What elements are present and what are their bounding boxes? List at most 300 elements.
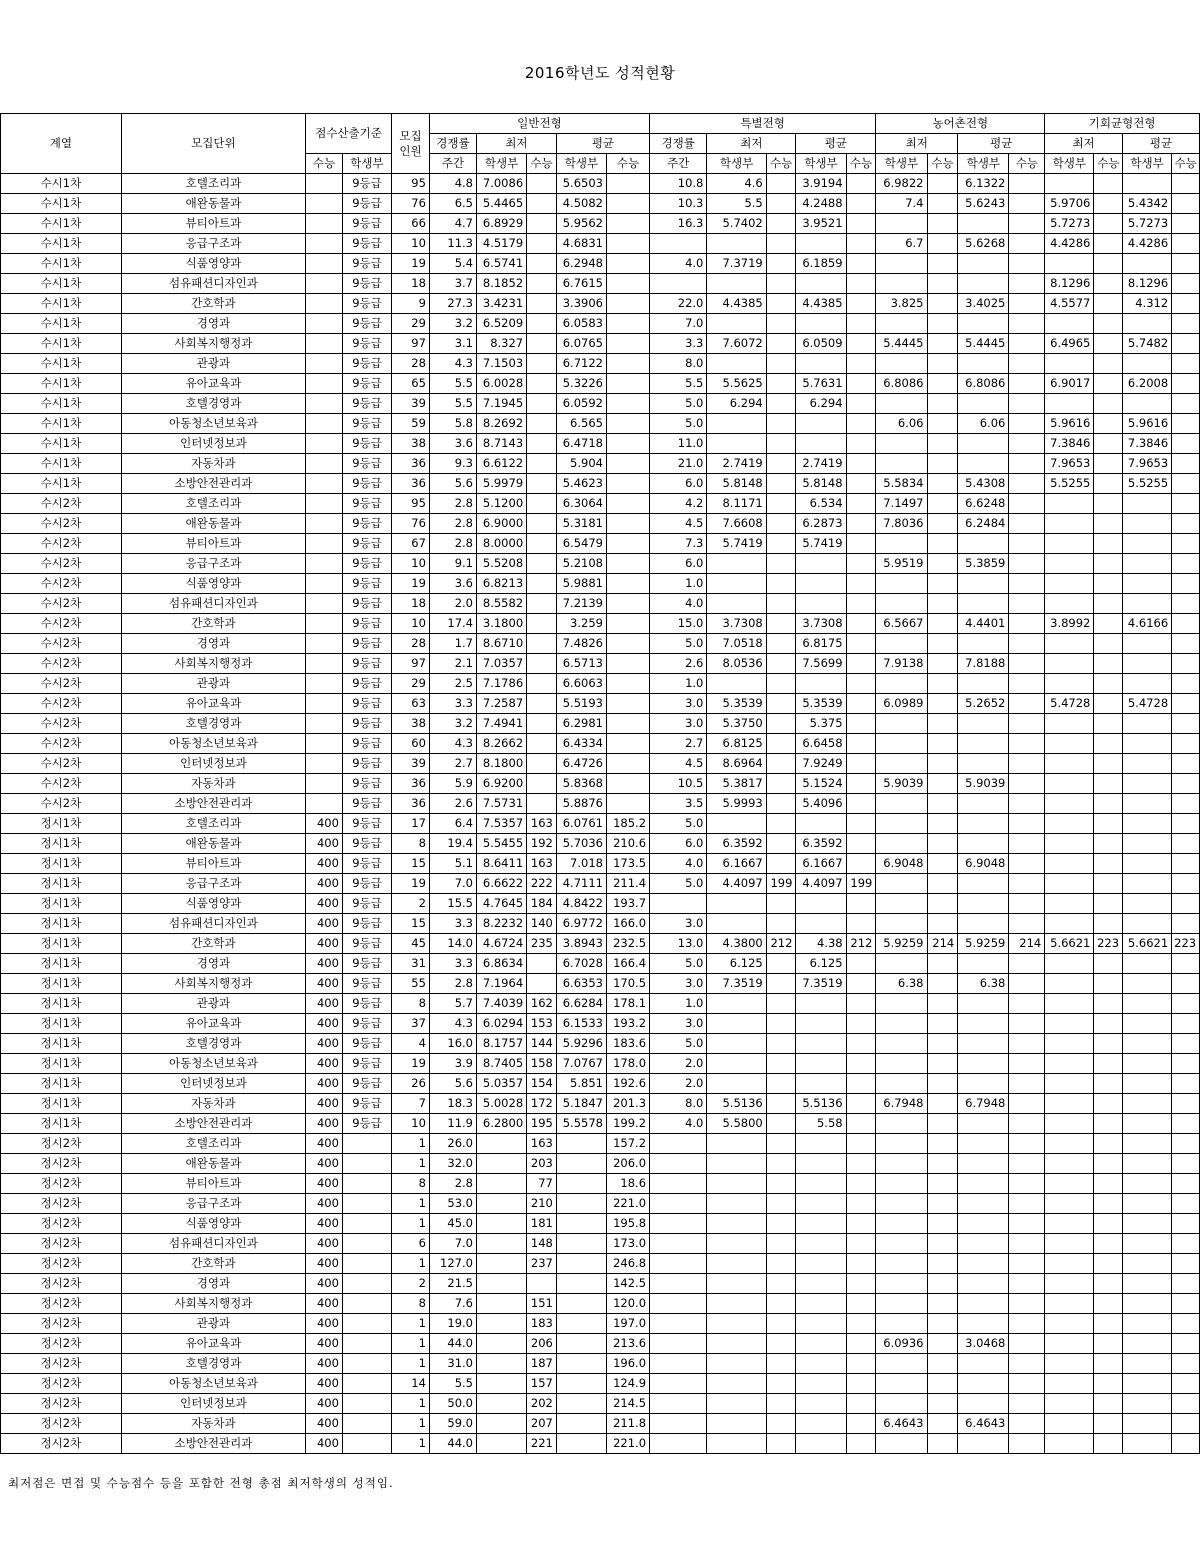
table-cell: 400	[306, 1274, 343, 1294]
table-cell: 55	[392, 974, 430, 994]
table-cell	[927, 494, 958, 514]
table-cell: 5.5	[429, 374, 476, 394]
table-cell	[796, 1354, 846, 1374]
table-cell	[1123, 654, 1172, 674]
table-cell: 1.7	[429, 634, 476, 654]
table-cell: 9등급	[342, 394, 391, 414]
table-cell: 4.4385	[796, 294, 846, 314]
table-cell: 36	[392, 474, 430, 494]
table-cell	[606, 434, 649, 454]
table-cell: 3.8943	[556, 934, 606, 954]
table-cell: 수시1차	[1, 254, 122, 274]
table-cell	[1094, 434, 1123, 454]
table-cell	[1045, 1254, 1094, 1274]
table-cell	[796, 1174, 846, 1194]
table-cell: 수시1차	[1, 354, 122, 374]
table-cell	[1009, 1214, 1045, 1234]
table-cell	[927, 1134, 958, 1154]
table-cell: 59.0	[429, 1414, 476, 1434]
table-cell	[606, 374, 649, 394]
table-row	[1, 934, 1200, 954]
table-cell	[1009, 454, 1045, 474]
table-cell	[1094, 174, 1123, 194]
table-cell: 6.0936	[876, 1334, 927, 1354]
table-cell: 6.8125	[707, 734, 766, 754]
table-cell: 3.0	[650, 1014, 707, 1034]
table-cell: 호텔경영과	[121, 394, 305, 414]
table-cell	[766, 634, 796, 654]
table-cell	[650, 1134, 707, 1154]
table-cell	[927, 1294, 958, 1314]
table-cell	[606, 394, 649, 414]
table-cell	[927, 1054, 958, 1074]
header-general-avg-suneung: 수능	[606, 154, 649, 174]
table-cell	[556, 1394, 606, 1414]
table-cell	[1123, 854, 1172, 874]
table-cell	[766, 1294, 796, 1314]
table-cell: 97	[392, 654, 430, 674]
table-cell	[958, 1434, 1009, 1454]
table-cell	[958, 674, 1009, 694]
table-cell	[707, 1234, 766, 1254]
table-cell: 7.9138	[876, 654, 927, 674]
header-quota: 모집 인원	[392, 114, 430, 174]
table-cell: 9등급	[342, 874, 391, 894]
header-criteria-hak: 학생부	[342, 154, 391, 174]
table-cell	[1009, 954, 1045, 974]
table-cell	[527, 954, 557, 974]
table-cell	[846, 774, 876, 794]
table-cell	[1009, 1114, 1045, 1134]
table-cell	[1123, 1414, 1172, 1434]
table-cell: 1	[392, 1334, 430, 1354]
table-cell	[766, 1354, 796, 1374]
table-row	[1, 174, 1200, 194]
table-cell	[1123, 734, 1172, 754]
table-cell: 정시1차	[1, 974, 122, 994]
table-cell: 아동청소년보육과	[121, 414, 305, 434]
table-cell: 9등급	[342, 454, 391, 474]
table-cell	[1123, 1394, 1172, 1414]
table-cell: 26	[392, 1074, 430, 1094]
header-general-avg-hak: 학생부	[556, 154, 606, 174]
table-cell	[927, 574, 958, 594]
table-cell: 6.4334	[556, 734, 606, 754]
table-cell	[650, 1154, 707, 1174]
table-cell: 166.0	[606, 914, 649, 934]
table-cell	[476, 1374, 526, 1394]
table-cell: 17	[392, 814, 430, 834]
table-cell	[796, 1214, 846, 1234]
table-cell	[1094, 594, 1123, 614]
table-row	[1, 674, 1200, 694]
table-cell	[766, 1034, 796, 1054]
table-cell: 6	[392, 1234, 430, 1254]
table-cell	[1094, 1374, 1123, 1394]
table-cell: 16.3	[650, 214, 707, 234]
table-cell: 6.38	[958, 974, 1009, 994]
table-cell	[1094, 794, 1123, 814]
table-cell	[876, 354, 927, 374]
table-cell	[650, 1354, 707, 1374]
table-cell	[846, 954, 876, 974]
table-cell	[846, 654, 876, 674]
table-cell	[1094, 1314, 1123, 1334]
table-cell: 10	[392, 234, 430, 254]
table-cell	[707, 1214, 766, 1234]
table-cell: 4.6724	[476, 934, 526, 954]
table-cell: 3.4025	[958, 294, 1009, 314]
table-cell	[306, 414, 343, 434]
table-cell	[707, 1134, 766, 1154]
table-cell	[958, 314, 1009, 334]
table-cell	[846, 634, 876, 654]
table-cell: 19	[392, 1054, 430, 1074]
table-cell: 76	[392, 194, 430, 214]
table-cell	[1009, 694, 1045, 714]
table-cell	[876, 914, 927, 934]
table-cell	[958, 1014, 1009, 1034]
table-cell: 6.8929	[476, 214, 526, 234]
table-cell: 8.6964	[707, 754, 766, 774]
table-cell: 18.3	[429, 1094, 476, 1114]
table-cell	[1009, 314, 1045, 334]
table-cell	[306, 294, 343, 314]
table-cell	[1009, 714, 1045, 734]
table-cell	[1094, 274, 1123, 294]
table-cell	[766, 574, 796, 594]
table-cell	[958, 1034, 1009, 1054]
table-cell	[1172, 354, 1200, 374]
table-cell: 수시2차	[1, 634, 122, 654]
table-cell	[306, 654, 343, 674]
table-cell: 7.4941	[476, 714, 526, 734]
table-cell	[766, 814, 796, 834]
table-cell	[1123, 1354, 1172, 1374]
table-cell	[1009, 334, 1045, 354]
table-cell	[342, 1394, 391, 1414]
table-cell	[846, 994, 876, 1014]
table-cell	[556, 1194, 606, 1214]
table-cell	[707, 414, 766, 434]
table-cell	[606, 654, 649, 674]
table-cell	[958, 714, 1009, 734]
table-cell	[846, 834, 876, 854]
table-cell	[1172, 794, 1200, 814]
table-cell	[766, 894, 796, 914]
table-cell	[606, 694, 649, 714]
table-cell: 8.7143	[476, 434, 526, 454]
table-cell: 정시2차	[1, 1154, 122, 1174]
table-cell	[1045, 574, 1094, 594]
table-cell: 3.1800	[476, 614, 526, 634]
table-cell: 17.4	[429, 614, 476, 634]
table-cell: 9등급	[342, 1054, 391, 1074]
table-cell: 정시2차	[1, 1354, 122, 1374]
table-cell	[846, 254, 876, 274]
table-cell: 5.3750	[707, 714, 766, 734]
table-cell	[1172, 234, 1200, 254]
table-cell	[927, 834, 958, 854]
table-cell: 10.8	[650, 174, 707, 194]
table-row	[1, 694, 1200, 714]
table-cell	[796, 1414, 846, 1434]
table-cell: 4.8422	[556, 894, 606, 914]
table-cell	[958, 214, 1009, 234]
table-cell	[1045, 514, 1094, 534]
table-cell: 26.0	[429, 1134, 476, 1154]
table-cell	[766, 994, 796, 1014]
table-cell: 4.4286	[1123, 234, 1172, 254]
table-cell	[796, 1074, 846, 1094]
table-cell: 간호학과	[121, 614, 305, 634]
table-cell	[707, 914, 766, 934]
table-cell: 183	[527, 1314, 557, 1334]
table-row	[1, 594, 1200, 614]
table-row	[1, 214, 1200, 234]
table-cell: 5.9039	[958, 774, 1009, 794]
table-cell	[527, 494, 557, 514]
table-cell: 6.4718	[556, 434, 606, 454]
table-cell	[1094, 654, 1123, 674]
table-cell: 3.4231	[476, 294, 526, 314]
table-cell	[1172, 1074, 1200, 1094]
table-cell	[606, 414, 649, 434]
table-cell	[927, 374, 958, 394]
table-cell: 120.0	[606, 1294, 649, 1314]
table-cell	[927, 354, 958, 374]
table-cell: 163	[527, 814, 557, 834]
header-general-min: 최저	[476, 134, 556, 154]
table-row	[1, 294, 1200, 314]
table-cell: 수시1차	[1, 334, 122, 354]
table-cell: 212	[846, 934, 876, 954]
table-cell: 9등급	[342, 694, 391, 714]
table-cell: 6.8634	[476, 954, 526, 974]
table-cell	[1045, 1094, 1094, 1114]
table-cell: 6.2948	[556, 254, 606, 274]
table-cell	[1045, 1214, 1094, 1234]
table-cell: 9등급	[342, 914, 391, 934]
table-cell	[958, 574, 1009, 594]
table-cell: 9등급	[342, 674, 391, 694]
table-cell: 8.2692	[476, 414, 526, 434]
table-cell: 3.9194	[796, 174, 846, 194]
table-cell: 6.0028	[476, 374, 526, 394]
table-cell	[1009, 894, 1045, 914]
table-cell	[1094, 914, 1123, 934]
table-cell	[958, 634, 1009, 654]
table-cell: 8.1296	[1123, 274, 1172, 294]
table-cell: 4.7111	[556, 874, 606, 894]
table-cell: 6.9200	[476, 774, 526, 794]
table-cell	[876, 394, 927, 414]
table-cell	[846, 594, 876, 614]
table-cell	[1172, 194, 1200, 214]
table-row	[1, 274, 1200, 294]
table-row	[1, 314, 1200, 334]
table-cell: 5.9706	[1045, 194, 1094, 214]
table-cell: 11.0	[650, 434, 707, 454]
table-cell: 1	[392, 1254, 430, 1274]
table-cell: 5.0	[650, 634, 707, 654]
table-row	[1, 894, 1200, 914]
table-cell	[1094, 414, 1123, 434]
table-cell	[1045, 874, 1094, 894]
table-cell	[1172, 1374, 1200, 1394]
table-cell: 4.5	[650, 754, 707, 774]
table-cell	[1045, 1234, 1094, 1254]
table-cell	[527, 394, 557, 414]
table-cell	[846, 1054, 876, 1074]
table-cell	[707, 1034, 766, 1054]
table-cell	[1172, 814, 1200, 834]
table-cell	[1009, 194, 1045, 214]
table-cell: 211.8	[606, 1414, 649, 1434]
table-cell: 아동청소년보육과	[121, 1374, 305, 1394]
table-cell: 6.6458	[796, 734, 846, 754]
table-cell	[1123, 1334, 1172, 1354]
header-rural-avg: 평균	[958, 134, 1045, 154]
table-cell: 1	[392, 1214, 430, 1234]
table-cell: 경영과	[121, 634, 305, 654]
table-row	[1, 434, 1200, 454]
table-cell	[1045, 1114, 1094, 1134]
table-cell: 식품영양과	[121, 1214, 305, 1234]
table-cell	[796, 314, 846, 334]
table-cell	[958, 594, 1009, 614]
table-cell	[927, 1154, 958, 1174]
table-cell: 5.5255	[1123, 474, 1172, 494]
table-cell	[1009, 834, 1045, 854]
table-cell: 9등급	[342, 974, 391, 994]
table-cell	[958, 1194, 1009, 1214]
table-row	[1, 954, 1200, 974]
table-cell: 3.6	[429, 434, 476, 454]
table-cell: 21.0	[650, 454, 707, 474]
header-rural-min-hak: 학생부	[876, 154, 927, 174]
table-row	[1, 1054, 1200, 1074]
table-cell: 호텔경영과	[121, 1034, 305, 1054]
table-cell: 정시2차	[1, 1394, 122, 1414]
table-cell	[306, 194, 343, 214]
table-cell	[527, 214, 557, 234]
table-cell: 6.0989	[876, 694, 927, 714]
table-cell: 8.6710	[476, 634, 526, 654]
table-cell: 6.9822	[876, 174, 927, 194]
table-cell: 6.1322	[958, 174, 1009, 194]
table-cell	[1045, 754, 1094, 774]
table-cell	[1172, 414, 1200, 434]
table-cell: 18	[392, 274, 430, 294]
table-cell	[1172, 554, 1200, 574]
table-cell	[766, 1334, 796, 1354]
table-cell	[846, 574, 876, 594]
table-cell	[1009, 434, 1045, 454]
table-cell	[846, 614, 876, 634]
table-cell	[707, 594, 766, 614]
table-cell: 자동차과	[121, 774, 305, 794]
table-cell	[766, 834, 796, 854]
table-cell	[876, 1254, 927, 1274]
table-cell: 5.9881	[556, 574, 606, 594]
table-cell	[796, 354, 846, 374]
table-cell: 8.6411	[476, 854, 526, 874]
table-cell	[306, 394, 343, 414]
table-cell	[1045, 674, 1094, 694]
table-cell	[1172, 1434, 1200, 1454]
table-cell: 6.125	[707, 954, 766, 974]
table-cell	[476, 1234, 526, 1254]
table-cell: 5.7482	[1123, 334, 1172, 354]
table-cell: 8.0000	[476, 534, 526, 554]
table-row	[1, 474, 1200, 494]
table-cell	[527, 714, 557, 734]
table-cell	[650, 1374, 707, 1394]
table-cell: 199.2	[606, 1114, 649, 1134]
table-cell	[1172, 774, 1200, 794]
table-cell	[1172, 1154, 1200, 1174]
table-cell	[1094, 334, 1123, 354]
table-cell	[1094, 1014, 1123, 1034]
table-cell: 214	[1009, 934, 1045, 954]
table-cell	[707, 894, 766, 914]
table-cell	[927, 254, 958, 274]
table-cell: 29	[392, 314, 430, 334]
table-cell: 5.8148	[707, 474, 766, 494]
table-cell	[846, 1014, 876, 1034]
table-cell	[927, 1114, 958, 1134]
table-cell	[1123, 554, 1172, 574]
table-cell	[1009, 634, 1045, 654]
table-cell	[606, 174, 649, 194]
table-row	[1, 1294, 1200, 1314]
table-cell	[846, 334, 876, 354]
table-cell	[527, 634, 557, 654]
table-cell: 3.7	[429, 274, 476, 294]
table-cell	[1172, 894, 1200, 914]
table-cell: 8.2662	[476, 734, 526, 754]
table-cell	[958, 454, 1009, 474]
table-cell	[1172, 1014, 1200, 1034]
table-cell: 3.8992	[1045, 614, 1094, 634]
table-cell	[556, 1354, 606, 1374]
table-cell: 관광과	[121, 994, 305, 1014]
table-cell: 식품영양과	[121, 574, 305, 594]
table-cell: 127.0	[429, 1254, 476, 1274]
table-cell: 16.0	[429, 1034, 476, 1054]
table-cell	[1094, 534, 1123, 554]
table-cell	[606, 674, 649, 694]
table-cell	[556, 1374, 606, 1394]
table-cell: 애완동물과	[121, 834, 305, 854]
table-cell	[1094, 1134, 1123, 1154]
table-cell	[606, 274, 649, 294]
table-cell	[796, 434, 846, 454]
table-cell	[1009, 1294, 1045, 1314]
table-cell	[846, 714, 876, 734]
table-cell	[1123, 1014, 1172, 1034]
table-cell: 5.7	[429, 994, 476, 1014]
table-cell: 7.8188	[958, 654, 1009, 674]
table-cell: 2.7419	[707, 454, 766, 474]
table-cell: 사회복지행정과	[121, 654, 305, 674]
table-cell: 11.3	[429, 234, 476, 254]
table-cell: 400	[306, 1074, 343, 1094]
table-cell	[707, 1154, 766, 1174]
table-cell: 정시1차	[1, 894, 122, 914]
table-cell	[1172, 994, 1200, 1014]
